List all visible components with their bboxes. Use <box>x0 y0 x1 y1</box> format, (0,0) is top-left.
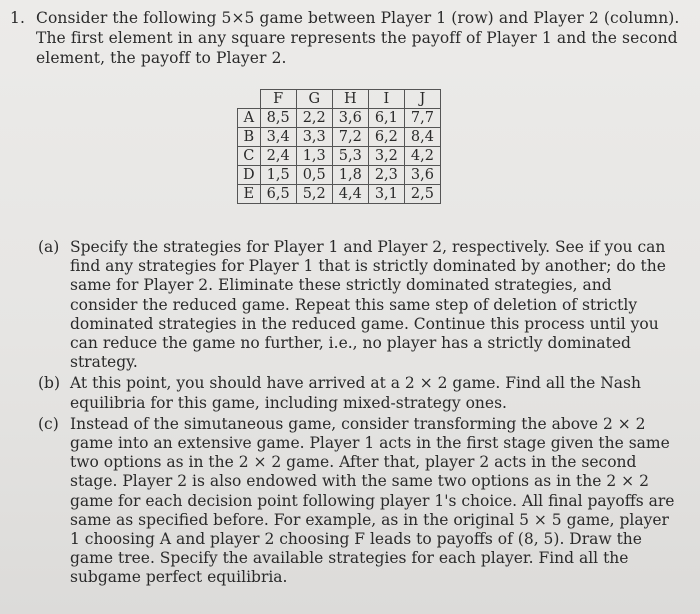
payoff-cell: 0,5 <box>296 166 332 185</box>
row-header: C <box>238 147 261 166</box>
column-header: J <box>404 90 440 109</box>
table-row <box>238 166 441 185</box>
question-text: Consider the following 5×5 game between Player 1 (row) and Player 2 (column). The first element in any square represents the payoff of Player 1 and the second element, the payoff to Player 2. <box>36 9 680 67</box>
column-header: I <box>368 90 404 109</box>
payoff-table-header-row <box>238 90 441 109</box>
part-text: Specify the strategies for Player 1 and Player 2, respectively. See if you can find any strategies for Player 1 that is strictly dominated by another; do the same for Player 2. Eliminate these strictly dominated strategies, and consider the reduced game. Repeat this same step of deletion of strictly dominated strategies in the reduced game. Continue this process until you can reduce the game no further, i.e., no player has a strictly dominated strategy. <box>70 238 666 372</box>
table-row <box>238 109 441 128</box>
payoff-cell: 3,1 <box>368 185 404 204</box>
payoff-cell: 4,4 <box>332 185 368 204</box>
column-header: H <box>332 90 368 109</box>
payoff-cell: 7,7 <box>404 109 440 128</box>
column-header: F <box>260 90 296 109</box>
payoff-cell: 3,6 <box>404 166 440 185</box>
part-text: At this point, you should have arrived at a 2 × 2 game. Find all the Nash equilibria for this game, including mixed-strategy ones. <box>70 374 641 412</box>
payoff-cell: 3,3 <box>296 128 332 147</box>
column-header: G <box>296 90 332 109</box>
payoff-cell: 8,4 <box>404 128 440 147</box>
part-c <box>38 415 680 588</box>
table-row <box>238 185 441 204</box>
payoff-cell: 1,3 <box>296 147 332 166</box>
row-header: E <box>238 185 261 204</box>
payoff-cell: 4,2 <box>404 147 440 166</box>
part-label: (c) <box>38 414 59 433</box>
row-header: B <box>238 128 261 147</box>
row-header: D <box>238 166 261 185</box>
payoff-cell: 8,5 <box>260 109 296 128</box>
payoff-cell: 2,3 <box>368 166 404 185</box>
payoff-cell: 6,5 <box>260 185 296 204</box>
question-parts <box>38 238 680 590</box>
question-header <box>10 8 680 68</box>
payoff-cell: 5,2 <box>296 185 332 204</box>
payoff-cell: 7,2 <box>332 128 368 147</box>
table-row <box>238 147 441 166</box>
row-header: A <box>238 109 261 128</box>
table-row <box>238 128 441 147</box>
part-label: (b) <box>38 374 61 393</box>
payoff-table <box>237 89 441 204</box>
question-number: 1. <box>10 9 25 27</box>
part-text: Instead of the simutaneous game, consider transforming the above 2 × 2 game into an extensive game. Player 1 acts in the first stage given the same two options as in the 2 × 2 game. After that, player 2 acts in the second stage. Player 2 is also endowed with the same two options as in the 2 × 2 game for each decision point following player 1's choice. All final payoffs are same as specified before. For example, as in the original 5 × 5 game, player 1 choosing A and player 2 choosing F leads to payoffs of (8, 5). Draw the game tree. Specify the available strategies for each player. Find all the subgame perfect equilibria. <box>70 414 675 587</box>
part-b <box>38 374 680 412</box>
payoff-cell: 6,1 <box>368 109 404 128</box>
part-label: (a) <box>38 238 60 256</box>
payoff-cell: 5,3 <box>332 147 368 166</box>
part-a <box>38 238 680 372</box>
payoff-cell: 3,2 <box>368 147 404 166</box>
payoff-cell: 3,4 <box>260 128 296 147</box>
table-corner <box>238 90 261 109</box>
payoff-cell: 2,4 <box>260 147 296 166</box>
payoff-cell: 6,2 <box>368 128 404 147</box>
payoff-cell: 1,8 <box>332 166 368 185</box>
payoff-cell: 2,5 <box>404 185 440 204</box>
payoff-cell: 3,6 <box>332 109 368 128</box>
payoff-cell: 2,2 <box>296 109 332 128</box>
payoff-cell: 1,5 <box>260 166 296 185</box>
